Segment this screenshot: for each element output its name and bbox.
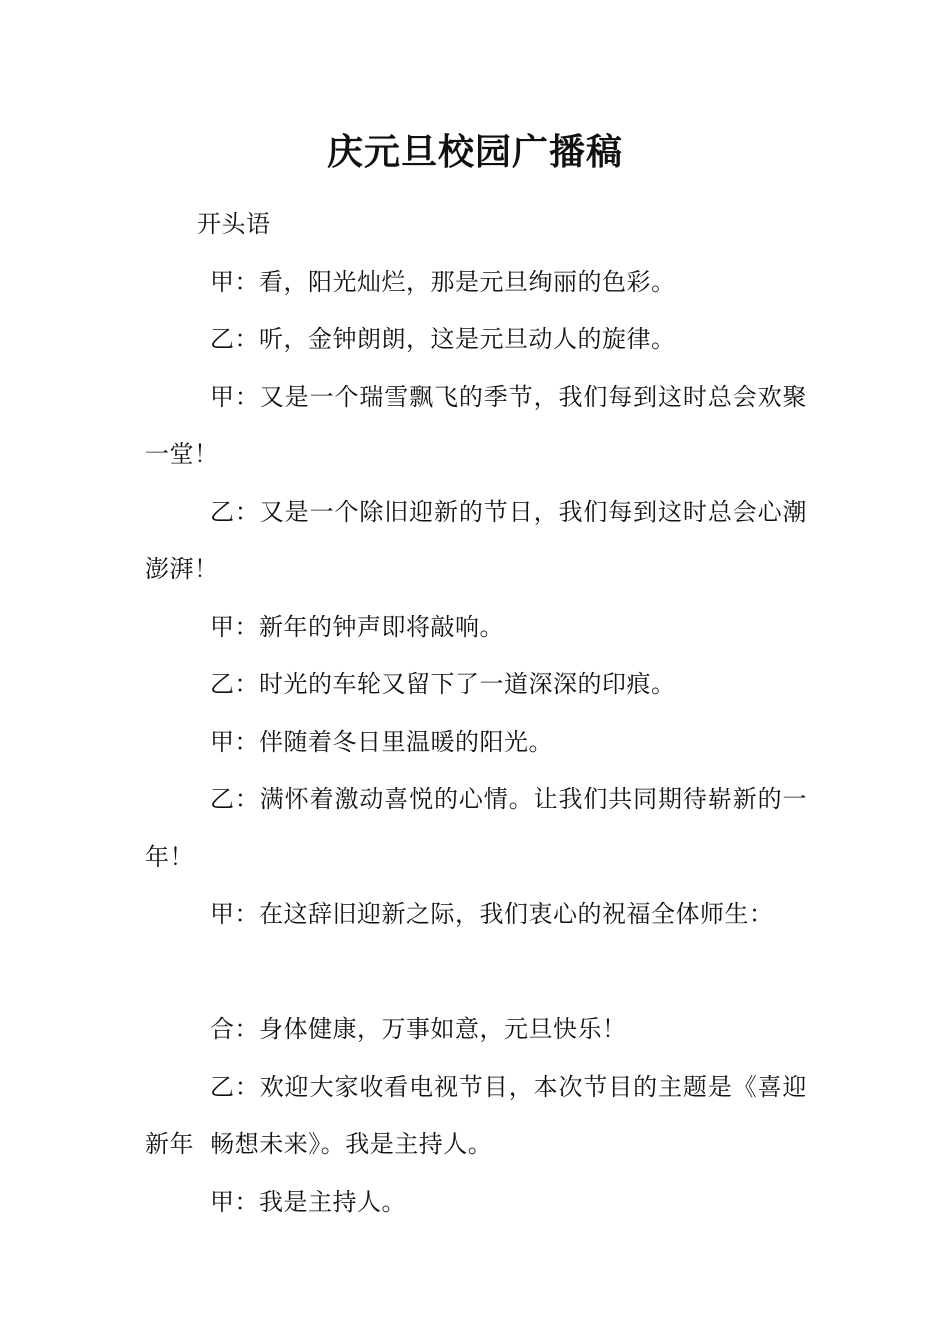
script-line: 乙：欢迎大家收看电视节目，本次节目的主题是《喜迎新年 畅想未来》。我是主持人。: [145, 1072, 807, 1158]
document-body: [145, 196, 807, 1231]
section-heading: 开头语: [197, 210, 271, 238]
script-line: 甲：伴随着冬日里温暖的阳光。: [210, 727, 553, 756]
script-line: 乙：满怀着激动喜悦的心情。让我们共同期待崭新的一年！: [145, 785, 807, 871]
script-line: 乙：时光的车轮又留下了一道深深的印痕。: [210, 670, 676, 698]
script-line: 甲：看，阳光灿烂，那是元旦绚丽的色彩。: [210, 267, 676, 296]
script-line: 甲：我是主持人。: [210, 1187, 406, 1216]
script-line: 乙：又是一个除旧迎新的节日，我们每到这时总会心潮澎湃！: [145, 497, 807, 583]
script-line: 甲：在这辞旧迎新之际，我们衷心的祝福全体师生：: [210, 900, 774, 928]
script-line: 合：身体健康，万事如意，元旦快乐！: [210, 1015, 627, 1043]
script-line: 甲：又是一个瑞雪飘飞的季节，我们每到这时总会欢聚一堂！: [145, 382, 807, 468]
document-title: 庆元旦校园广播稿: [326, 132, 623, 173]
script-line: 乙：听，金钟朗朗，这是元旦动人的旋律。: [210, 325, 676, 353]
blank-line: [145, 944, 807, 1002]
script-line: 甲：新年的钟声即将敲响。: [210, 612, 504, 641]
